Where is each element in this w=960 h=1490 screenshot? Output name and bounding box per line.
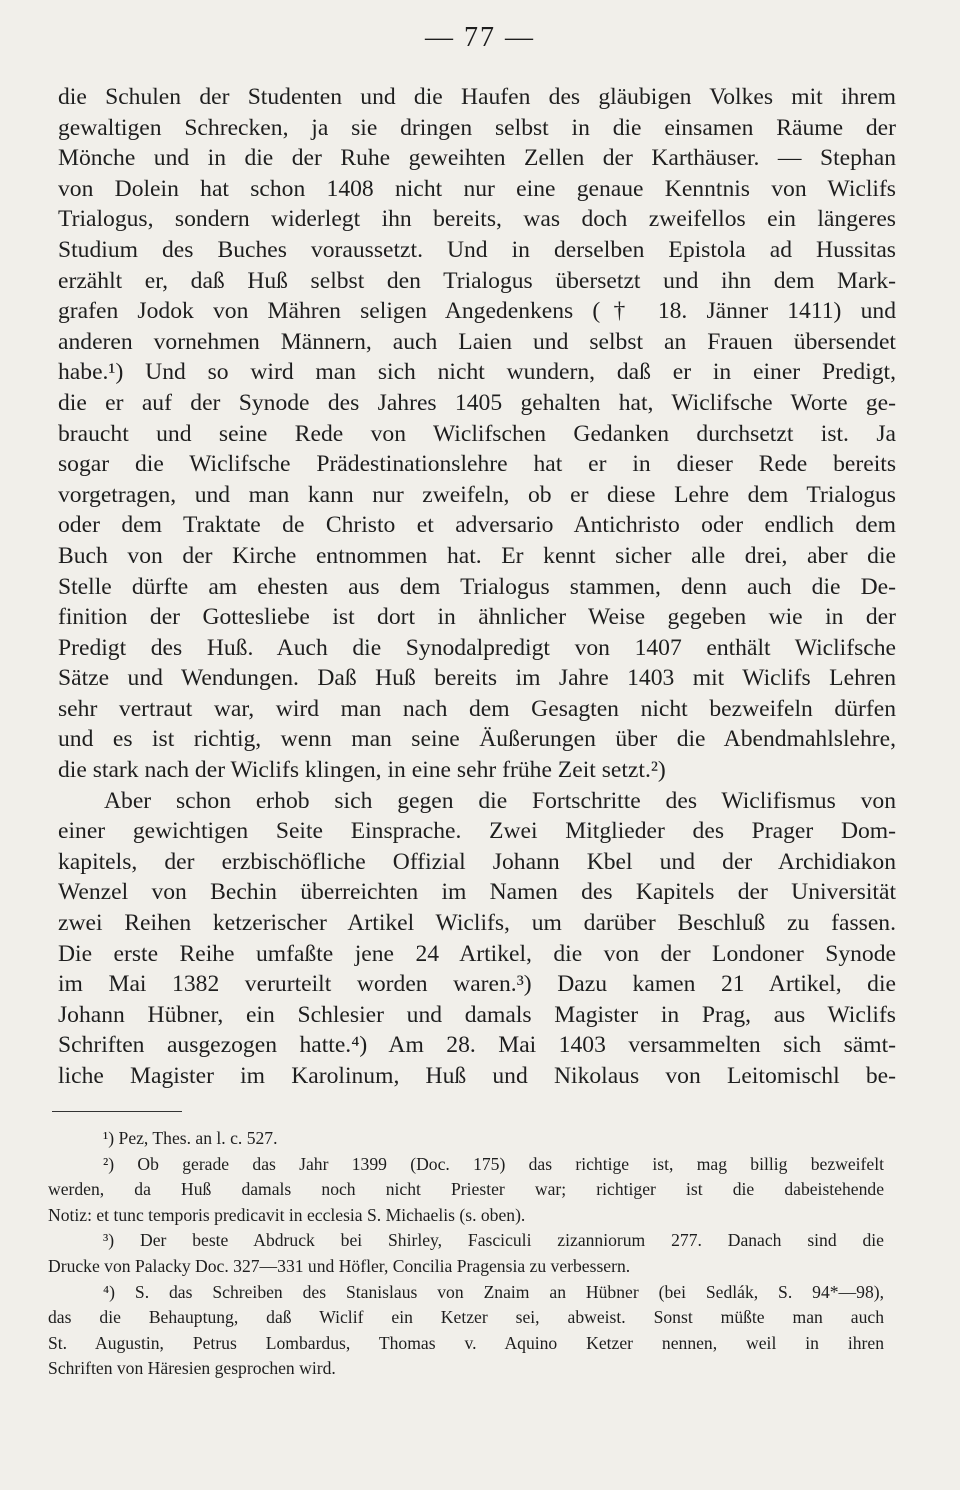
body-line: gewaltigen Schrecken, ja sie dringen selbst in die einsamen Räume der xyxy=(58,114,896,141)
body-line: liche Magister im Karolinum, Huß und Nikolaus von Leitomischl be- xyxy=(58,1063,896,1089)
body-line: im Mai 1382 verurteilt worden waren.³) Dazu kamen 21 Artikel, die xyxy=(58,971,896,998)
body-line: vorgetragen, und man kann nur zweifeln, ob er diese Lehre dem Trialogus xyxy=(58,481,896,508)
body-line: Mönche und in die der Ruhe geweihten Zellen der Karthäuser. — Stephan xyxy=(58,145,896,172)
body-line: Stelle dürfte am ehesten aus dem Trialogus stammen, denn auch die De- xyxy=(58,573,896,600)
footnote-2 xyxy=(48,1152,884,1229)
body-line: erzählt er, daß Huß selbst den Trialogus übersetzt und ihn dem Mark- xyxy=(58,267,896,294)
footnote-line: Schriften von Häresien gesprochen wird. xyxy=(48,1358,336,1379)
footnote-line: ³) Der beste Abdruck bei Shirley, Fasciculi zizanniorum 277. Danach sind die xyxy=(103,1230,884,1251)
footnote-1 xyxy=(48,1126,884,1152)
body-line: Aber schon erhob sich gegen die Fortschritte des Wiclifismus von xyxy=(104,787,896,814)
body-line: die er auf der Synode des Jahres 1405 gehalten hat, Wiclifsche Worte ge- xyxy=(58,389,896,416)
footnote-line: werden, da Huß damals noch nicht Priester war; richtiger ist die dabeistehende xyxy=(48,1179,884,1200)
body-line: Sätze und Wendungen. Daß Huß bereits im Jahre 1403 mit Wiclifs Lehren xyxy=(58,665,896,692)
body-line: zwei Reihen ketzerischer Artikel Wiclifs, um darüber Beschluß zu fassen. xyxy=(58,910,896,937)
footnote-4 xyxy=(48,1280,884,1382)
footnote-line: ⁴) S. das Schreiben des Stanislaus von Znaim an Hübner (bei Sedlák, S. 94*—98), xyxy=(103,1281,884,1302)
footnote-rule xyxy=(52,1111,182,1112)
footnote-3 xyxy=(48,1228,884,1279)
body-line: und es ist richtig, wenn man seine Äußerungen über die Abendmahlslehre, xyxy=(58,726,896,753)
body-line: sehr vertraut war, wird man nach dem Gesagten nicht bezweifeln dürfen xyxy=(58,695,896,722)
page-number: — 77 — xyxy=(425,22,535,53)
body-line: anderen vornehmen Männern, auch Laien und selbst an Frauen übersendet xyxy=(58,328,896,355)
body-text xyxy=(58,82,896,1092)
body-line: kapitels, der erzbischöfliche Offizial Johann Kbel und der Archidiakon xyxy=(58,848,896,875)
body-line: einer gewichtigen Seite Einsprache. Zwei Mitglieder des Prager Dom- xyxy=(58,818,896,845)
body-line: Schriften ausgezogen hatte.⁴) Am 28. Mai 1403 versammelten sich sämt- xyxy=(58,1032,896,1059)
footnote-line: das die Behauptung, daß Wiclif ein Ketzer sei, abweist. Sonst müßte man auch xyxy=(48,1307,884,1328)
body-line: Johann Hübner, ein Schlesier und damals Magister in Prag, aus Wiclifs xyxy=(58,1001,896,1028)
body-line: Studium des Buches voraussetzt. Und in derselben Epistola ad Hussitas xyxy=(58,236,896,263)
footnote-line: Drucke von Palacky Doc. 327—331 und Höfler, Concilia Pragensia zu verbessern. xyxy=(48,1255,631,1276)
body-line: Predigt des Huß. Auch die Synodalpredigt von 1407 enthält Wiclifsche xyxy=(58,634,896,661)
body-line: von Dolein hat schon 1408 nicht nur eine genaue Kenntnis von Wiclifs xyxy=(58,175,896,202)
body-line: Trialogus, sondern widerlegt ihn bereits, was doch zweifellos ein längeres xyxy=(58,206,896,233)
footnote-line: ²) Ob gerade das Jahr 1399 (Doc. 175) das richtige ist, mag billig bezweifelt xyxy=(103,1153,884,1174)
body-line: braucht und seine Rede von Wiclifschen Gedanken durchsetzt ist. Ja xyxy=(58,420,896,447)
body-line: die stark nach der Wiclifs klingen, in eine sehr frühe Zeit setzt.²) xyxy=(58,757,666,784)
body-line: Wenzel von Bechin überreichten im Namen des Kapitels der Universität xyxy=(58,879,896,906)
footnotes xyxy=(48,1126,884,1382)
body-line: grafen Jodok von Mähren seligen Angedenkens († 18. Jänner 1411) und xyxy=(58,298,896,325)
body-line: habe.¹) Und so wird man sich nicht wundern, daß er in einer Predigt, xyxy=(58,359,896,386)
footnote-line: ¹) Pez, Thes. an l. c. 527. xyxy=(103,1128,278,1148)
body-line: Die erste Reihe umfaßte jene 24 Artikel, die von der Londoner Synode xyxy=(58,940,896,967)
footnote-line: St. Augustin, Petrus Lombardus, Thomas v. Aquino Ketzer nennen, weil in ihren xyxy=(48,1332,884,1353)
body-line: finition der Gottesliebe ist dort in ähnlicher Weise gegeben wie in der xyxy=(58,604,896,631)
body-line: die Schulen der Studenten und die Haufen des gläubigen Volkes mit ihrem xyxy=(58,84,896,110)
body-line: sogar die Wiclifsche Prädestinationslehre hat er in dieser Rede bereits xyxy=(58,451,896,478)
footnote-line: Notiz: et tunc temporis predicavit in ecclesia S. Michaelis (s. oben). xyxy=(48,1204,526,1225)
body-line: oder dem Traktate de Christo et adversario Antichristo oder endlich dem xyxy=(58,512,896,539)
body-line: Buch von der Kirche entnommen hat. Er kennt sicher alle drei, aber die xyxy=(58,542,896,569)
